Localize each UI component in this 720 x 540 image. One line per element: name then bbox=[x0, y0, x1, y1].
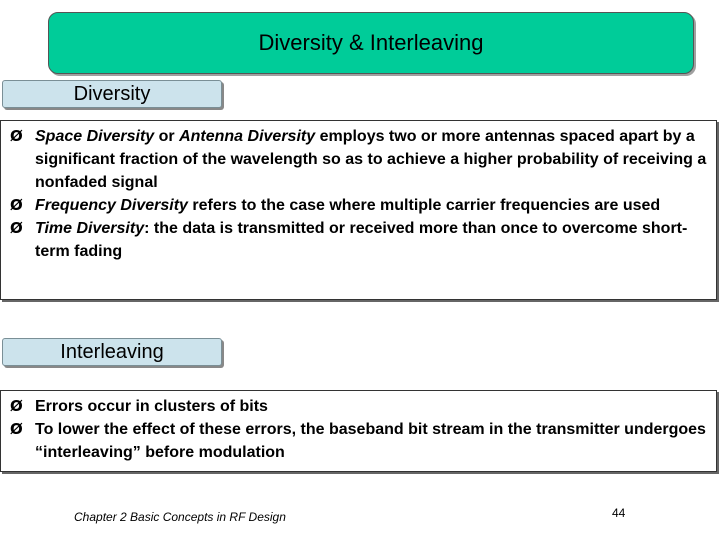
diversity-bullet-text: Antenna Diversity bbox=[179, 128, 316, 145]
section-heading-interleaving: Interleaving bbox=[2, 338, 222, 366]
arrow-bullet-icon: Ø bbox=[10, 127, 23, 145]
interleaving-content-box bbox=[0, 390, 717, 472]
diversity-bullet-text: Space Diversity bbox=[35, 128, 155, 145]
diversity-bullet-item bbox=[1, 217, 716, 263]
interleaving-bullet-list bbox=[1, 395, 716, 464]
diversity-bullet-list bbox=[1, 125, 716, 263]
diversity-content-box bbox=[0, 120, 717, 300]
arrow-bullet-icon: Ø bbox=[10, 397, 23, 415]
diversity-bullet-item bbox=[1, 194, 716, 217]
arrow-bullet-icon: Ø bbox=[10, 420, 23, 438]
arrow-bullet-icon: Ø bbox=[10, 219, 23, 237]
interleaving-bullet-item bbox=[1, 418, 716, 464]
diversity-bullet-text: refers to the case where multiple carrier frequencies are used bbox=[187, 197, 661, 214]
interleaving-bullet-text: To lower the effect of these errors, the baseband bit stream in the transmitter undergoes “interleaving” before modulation bbox=[35, 421, 706, 461]
interleaving-bullet-item bbox=[1, 395, 716, 418]
section-heading-diversity: Diversity bbox=[2, 80, 222, 108]
diversity-bullet-item bbox=[1, 125, 716, 194]
slide-title: Diversity & Interleaving bbox=[48, 12, 694, 74]
diversity-bullet-text: employs two or more antennas spaced apart by a significant fraction of the wavelength so as to achieve a higher probability of receiving a nonfaded signal bbox=[35, 128, 707, 191]
diversity-bullet-text: or bbox=[154, 128, 180, 145]
footer-text: Chapter 2 Basic Concepts in RF Design bbox=[74, 510, 286, 524]
page-number: 44 bbox=[612, 506, 626, 520]
diversity-bullet-text: Frequency Diversity bbox=[35, 197, 188, 214]
arrow-bullet-icon: Ø bbox=[10, 196, 23, 214]
diversity-bullet-text: Time Diversity bbox=[35, 220, 145, 237]
interleaving-bullet-text: Errors occur in clusters of bits bbox=[35, 398, 268, 415]
diversity-bullet-text: : the data is transmitted or received more than once to overcome short-term fading bbox=[35, 220, 688, 260]
